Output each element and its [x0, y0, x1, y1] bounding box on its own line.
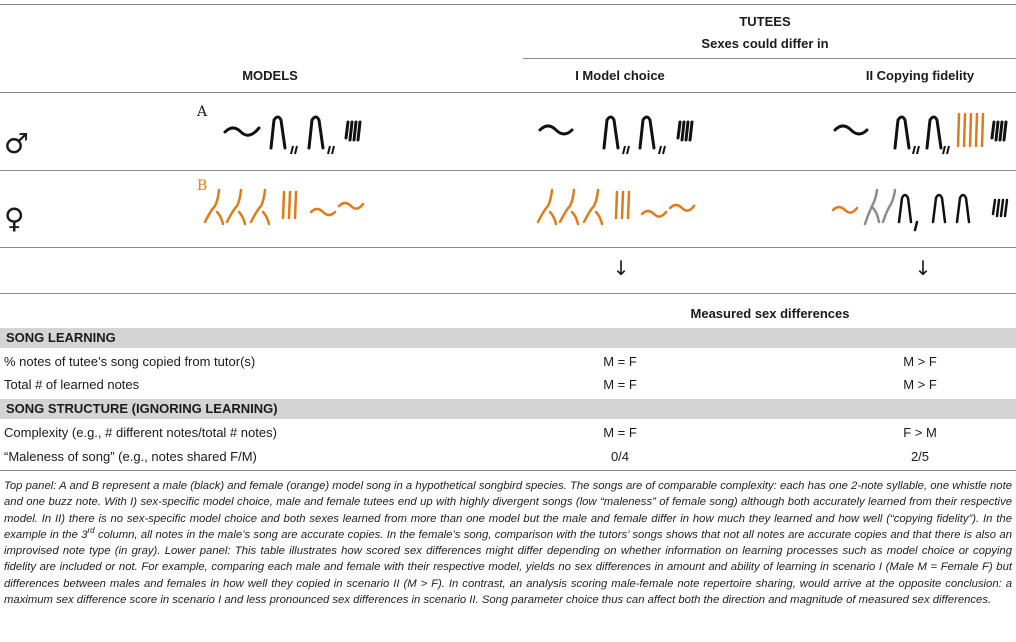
arrow-down-icon: ↓ [612, 256, 630, 280]
syllable-note-1 [271, 117, 285, 148]
whistle-note [225, 128, 259, 135]
row-label: % notes of tutee’s song copied from tutor(s) [4, 354, 256, 369]
figure-caption: Top panel: A and B represent a male (black) and female (orange) model song in a hypothetical songbird species. The songs are of comparable complexity: each has one 2-note syllable, one whistle note and one buzz note. With I) sex-specific model choice, male and female tutees end up with highly divergent songs (low “maleness” of female song) although both accurately learned from their respective model. In II) there is no sex-specific model choice and both sexes learned from more than one model but the male and female differ in how much they learned and how well (“copying fidelity”). In the example in the 3rd column, all notes in the male’s song are accurate copies. In the female’s song, comparison with the tutors’ songs shows that not all notes are accurate copies and that there is also an improvised note type (in gray). Lower panel: This table illustrates how scored sex differences might differ depending on whether information on learning processes such as model choice or copying fidelity are included or not. For example, comparing each male and female with their respective model, yields no sex differences in amount and ability of learning in scenario I (Male M = Female F) but differences between males and females in how well they copied in scenario II (M > F). In contrast, an analysis scoring male-female note repertoire sharing, would arrive at the opposite conclusion: a maximum sex difference score in scenario I and less pronounced sex differences in scenario II. Song parameter choice thus can affect both the direction and magnitude of measured sex differences. [4, 480, 1012, 607]
buzz-note [346, 122, 360, 140]
label-b: B [197, 178, 208, 194]
row-col1: M = F [603, 377, 637, 392]
models-heading: MODELS [242, 68, 298, 83]
top-rule [0, 4, 1016, 5]
arrow-down-icon: ↓ [914, 256, 932, 280]
measured-title: Measured sex differences [690, 306, 850, 321]
tutees-underline [523, 58, 1016, 59]
tutees-heading: TUTEES [739, 14, 791, 29]
sexes-differ-heading: Sexes could differ in [701, 36, 829, 51]
female-model-song [205, 186, 370, 231]
male-tutee-song-copying [835, 110, 1015, 160]
male-tutee-song-model-choice [540, 110, 700, 160]
row-label: Complexity (e.g., # different notes/total # notes) [4, 425, 277, 440]
col2-heading: II Copying fidelity [865, 68, 975, 83]
female-symbol-icon: ♀ [4, 202, 25, 235]
male-model-song [225, 110, 375, 160]
improvised-note [865, 190, 877, 224]
row-col1: M = F [603, 425, 637, 440]
row-col1: M = F [603, 354, 637, 369]
section-title: SONG LEARNING [0, 328, 1016, 348]
col1-heading: I Model choice [575, 68, 665, 83]
arrow-row-rule [0, 293, 1016, 294]
label-a: A [197, 104, 208, 120]
male-symbol-icon: ♂ [4, 127, 30, 160]
table-bottom-rule [0, 470, 1016, 471]
section-title: SONG STRUCTURE (IGNORING LEARNING) [0, 399, 1016, 419]
syllable-note-2 [309, 117, 323, 148]
female-row-rule [0, 247, 1016, 248]
row-label: “Maleness of song” (e.g., notes shared F/M) [4, 449, 257, 464]
header-rule [0, 92, 1016, 93]
row-col2: F > M [903, 425, 937, 440]
female-tutee-song-model-choice [538, 186, 703, 231]
female-tutee-song-copying [833, 186, 1013, 231]
row-col2: M > F [903, 377, 937, 392]
row-col1: 0/4 [610, 449, 630, 464]
row-col2: M > F [903, 354, 937, 369]
row-col2: 2/5 [910, 449, 930, 464]
male-row-rule [0, 170, 1016, 171]
row-label: Total # of learned notes [4, 377, 140, 392]
